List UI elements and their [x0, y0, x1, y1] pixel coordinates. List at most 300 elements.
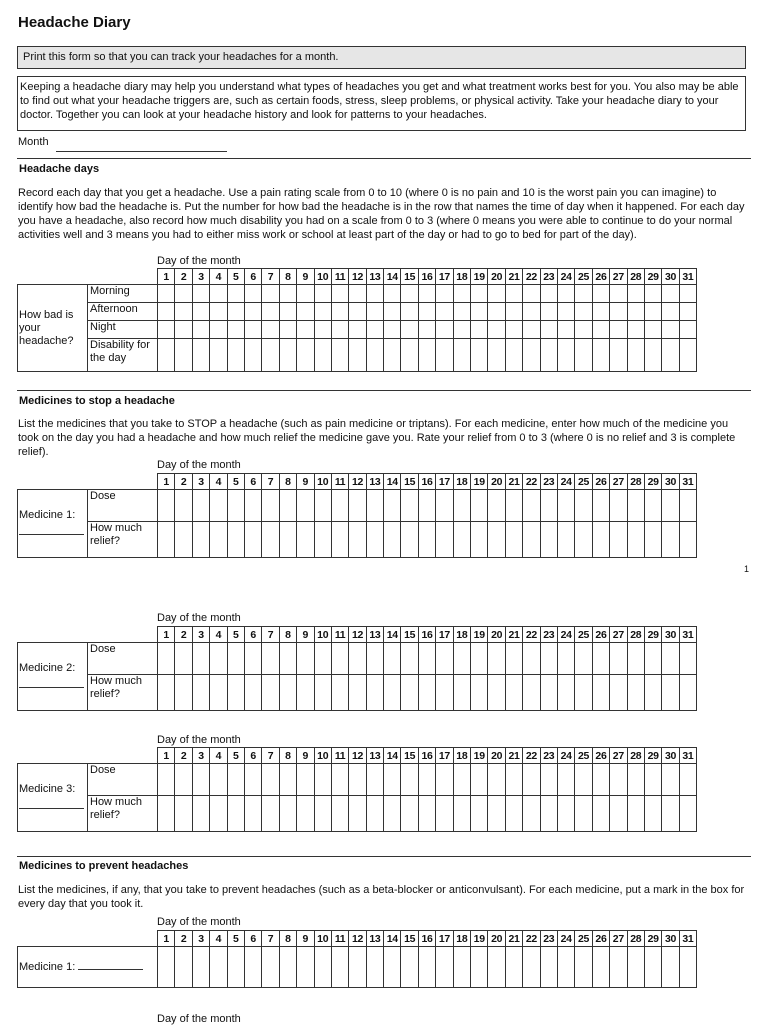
entry-cell[interactable] [210, 303, 227, 321]
entry-cell[interactable] [331, 490, 348, 522]
entry-cell[interactable] [210, 947, 227, 988]
entry-cell[interactable] [557, 339, 574, 372]
entry-cell[interactable] [540, 285, 557, 303]
entry-cell[interactable] [592, 285, 609, 303]
entry-cell[interactable] [557, 303, 574, 321]
entry-cell[interactable] [227, 339, 244, 372]
entry-cell[interactable] [557, 643, 574, 675]
entry-cell[interactable] [349, 285, 366, 303]
entry-cell[interactable] [627, 947, 644, 988]
entry-cell[interactable] [557, 675, 574, 711]
entry-cell[interactable] [366, 303, 383, 321]
entry-cell[interactable] [418, 675, 435, 711]
entry-cell[interactable] [575, 764, 592, 796]
entry-cell[interactable] [523, 285, 540, 303]
entry-cell[interactable] [262, 796, 279, 832]
entry-cell[interactable] [262, 947, 279, 988]
entry-cell[interactable] [175, 675, 192, 711]
entry-cell[interactable] [644, 490, 661, 522]
entry-cell[interactable] [314, 285, 331, 303]
entry-cell[interactable] [557, 285, 574, 303]
entry-cell[interactable] [297, 675, 314, 711]
entry-cell[interactable] [418, 796, 435, 832]
entry-cell[interactable] [505, 764, 522, 796]
entry-cell[interactable] [436, 321, 453, 339]
entry-cell[interactable] [192, 522, 209, 558]
entry-cell[interactable] [418, 947, 435, 988]
entry-cell[interactable] [158, 321, 175, 339]
entry-cell[interactable] [627, 285, 644, 303]
entry-cell[interactable] [662, 796, 679, 832]
entry-cell[interactable] [644, 764, 661, 796]
entry-cell[interactable] [192, 285, 209, 303]
entry-cell[interactable] [488, 339, 505, 372]
entry-cell[interactable] [610, 764, 627, 796]
entry-cell[interactable] [384, 947, 401, 988]
entry-cell[interactable] [662, 303, 679, 321]
entry-cell[interactable] [488, 764, 505, 796]
entry-cell[interactable] [679, 339, 696, 372]
entry-cell[interactable] [418, 764, 435, 796]
entry-cell[interactable] [610, 947, 627, 988]
entry-cell[interactable] [505, 675, 522, 711]
entry-cell[interactable] [662, 522, 679, 558]
entry-cell[interactable] [297, 321, 314, 339]
entry-cell[interactable] [192, 321, 209, 339]
entry-cell[interactable] [540, 321, 557, 339]
entry-cell[interactable] [175, 339, 192, 372]
entry-cell[interactable] [644, 675, 661, 711]
entry-cell[interactable] [175, 321, 192, 339]
entry-cell[interactable] [401, 321, 418, 339]
entry-cell[interactable] [384, 303, 401, 321]
entry-cell[interactable] [453, 522, 470, 558]
entry-cell[interactable] [610, 643, 627, 675]
entry-cell[interactable] [453, 764, 470, 796]
entry-cell[interactable] [262, 285, 279, 303]
entry-cell[interactable] [644, 303, 661, 321]
entry-cell[interactable] [453, 285, 470, 303]
entry-cell[interactable] [366, 796, 383, 832]
entry-cell[interactable] [401, 764, 418, 796]
entry-cell[interactable] [192, 764, 209, 796]
entry-cell[interactable] [401, 490, 418, 522]
entry-cell[interactable] [227, 796, 244, 832]
entry-cell[interactable] [488, 947, 505, 988]
medicine-name-line[interactable] [78, 969, 143, 970]
entry-cell[interactable] [488, 321, 505, 339]
entry-cell[interactable] [557, 947, 574, 988]
entry-cell[interactable] [453, 643, 470, 675]
entry-cell[interactable] [488, 643, 505, 675]
entry-cell[interactable] [279, 490, 296, 522]
entry-cell[interactable] [331, 643, 348, 675]
entry-cell[interactable] [366, 321, 383, 339]
entry-cell[interactable] [279, 675, 296, 711]
entry-cell[interactable] [436, 490, 453, 522]
entry-cell[interactable] [384, 675, 401, 711]
entry-cell[interactable] [540, 947, 557, 988]
entry-cell[interactable] [279, 643, 296, 675]
entry-cell[interactable] [384, 796, 401, 832]
entry-cell[interactable] [262, 339, 279, 372]
entry-cell[interactable] [366, 339, 383, 372]
entry-cell[interactable] [244, 764, 261, 796]
entry-cell[interactable] [210, 796, 227, 832]
entry-cell[interactable] [244, 522, 261, 558]
entry-cell[interactable] [279, 796, 296, 832]
entry-cell[interactable] [471, 643, 488, 675]
entry-cell[interactable] [262, 522, 279, 558]
entry-cell[interactable] [592, 796, 609, 832]
entry-cell[interactable] [314, 643, 331, 675]
entry-cell[interactable] [158, 303, 175, 321]
entry-cell[interactable] [175, 796, 192, 832]
entry-cell[interactable] [297, 947, 314, 988]
entry-cell[interactable] [557, 321, 574, 339]
medicine-name-line[interactable] [19, 808, 84, 809]
entry-cell[interactable] [575, 490, 592, 522]
entry-cell[interactable] [523, 321, 540, 339]
entry-cell[interactable] [192, 947, 209, 988]
entry-cell[interactable] [627, 339, 644, 372]
entry-cell[interactable] [662, 675, 679, 711]
entry-cell[interactable] [279, 764, 296, 796]
entry-cell[interactable] [679, 796, 696, 832]
entry-cell[interactable] [540, 764, 557, 796]
entry-cell[interactable] [592, 947, 609, 988]
entry-cell[interactable] [331, 522, 348, 558]
entry-cell[interactable] [314, 339, 331, 372]
entry-cell[interactable] [505, 522, 522, 558]
entry-cell[interactable] [610, 285, 627, 303]
entry-cell[interactable] [662, 321, 679, 339]
entry-cell[interactable] [575, 303, 592, 321]
entry-cell[interactable] [210, 285, 227, 303]
entry-cell[interactable] [627, 643, 644, 675]
entry-cell[interactable] [592, 643, 609, 675]
entry-cell[interactable] [471, 339, 488, 372]
entry-cell[interactable] [505, 490, 522, 522]
entry-cell[interactable] [436, 522, 453, 558]
entry-cell[interactable] [175, 947, 192, 988]
entry-cell[interactable] [644, 321, 661, 339]
entry-cell[interactable] [314, 522, 331, 558]
entry-cell[interactable] [244, 339, 261, 372]
entry-cell[interactable] [244, 303, 261, 321]
entry-cell[interactable] [384, 490, 401, 522]
entry-cell[interactable] [158, 675, 175, 711]
entry-cell[interactable] [210, 339, 227, 372]
entry-cell[interactable] [523, 522, 540, 558]
entry-cell[interactable] [575, 321, 592, 339]
entry-cell[interactable] [627, 764, 644, 796]
entry-cell[interactable] [523, 303, 540, 321]
entry-cell[interactable] [540, 675, 557, 711]
entry-cell[interactable] [401, 796, 418, 832]
entry-cell[interactable] [523, 339, 540, 372]
entry-cell[interactable] [540, 796, 557, 832]
entry-cell[interactable] [297, 522, 314, 558]
entry-cell[interactable] [366, 764, 383, 796]
entry-cell[interactable] [349, 675, 366, 711]
entry-cell[interactable] [453, 490, 470, 522]
entry-cell[interactable] [471, 522, 488, 558]
entry-cell[interactable] [644, 522, 661, 558]
entry-cell[interactable] [227, 675, 244, 711]
entry-cell[interactable] [418, 303, 435, 321]
entry-cell[interactable] [192, 339, 209, 372]
entry-cell[interactable] [192, 675, 209, 711]
entry-cell[interactable] [523, 764, 540, 796]
entry-cell[interactable] [349, 796, 366, 832]
entry-cell[interactable] [523, 796, 540, 832]
entry-cell[interactable] [175, 522, 192, 558]
entry-cell[interactable] [244, 490, 261, 522]
entry-cell[interactable] [366, 947, 383, 988]
entry-cell[interactable] [540, 490, 557, 522]
entry-cell[interactable] [297, 764, 314, 796]
entry-cell[interactable] [331, 764, 348, 796]
entry-cell[interactable] [471, 947, 488, 988]
entry-cell[interactable] [610, 675, 627, 711]
entry-cell[interactable] [297, 339, 314, 372]
entry-cell[interactable] [158, 643, 175, 675]
entry-cell[interactable] [244, 675, 261, 711]
entry-cell[interactable] [244, 321, 261, 339]
entry-cell[interactable] [453, 303, 470, 321]
entry-cell[interactable] [192, 490, 209, 522]
entry-cell[interactable] [662, 339, 679, 372]
entry-cell[interactable] [679, 643, 696, 675]
entry-cell[interactable] [401, 303, 418, 321]
entry-cell[interactable] [297, 303, 314, 321]
entry-cell[interactable] [436, 675, 453, 711]
entry-cell[interactable] [227, 947, 244, 988]
entry-cell[interactable] [158, 490, 175, 522]
entry-cell[interactable] [331, 339, 348, 372]
entry-cell[interactable] [227, 490, 244, 522]
entry-cell[interactable] [262, 303, 279, 321]
entry-cell[interactable] [662, 764, 679, 796]
entry-cell[interactable] [158, 796, 175, 832]
entry-cell[interactable] [244, 285, 261, 303]
entry-cell[interactable] [610, 303, 627, 321]
entry-cell[interactable] [505, 321, 522, 339]
entry-cell[interactable] [644, 947, 661, 988]
entry-cell[interactable] [227, 643, 244, 675]
entry-cell[interactable] [349, 339, 366, 372]
entry-cell[interactable] [227, 764, 244, 796]
entry-cell[interactable] [349, 947, 366, 988]
entry-cell[interactable] [662, 947, 679, 988]
entry-cell[interactable] [557, 522, 574, 558]
entry-cell[interactable] [575, 522, 592, 558]
entry-cell[interactable] [540, 522, 557, 558]
entry-cell[interactable] [557, 796, 574, 832]
entry-cell[interactable] [644, 796, 661, 832]
entry-cell[interactable] [523, 675, 540, 711]
entry-cell[interactable] [262, 764, 279, 796]
entry-cell[interactable] [244, 643, 261, 675]
medicine-name-line[interactable] [19, 687, 84, 688]
entry-cell[interactable] [401, 285, 418, 303]
entry-cell[interactable] [471, 321, 488, 339]
entry-cell[interactable] [610, 490, 627, 522]
entry-cell[interactable] [505, 303, 522, 321]
entry-cell[interactable] [314, 947, 331, 988]
entry-cell[interactable] [523, 490, 540, 522]
entry-cell[interactable] [401, 675, 418, 711]
entry-cell[interactable] [453, 947, 470, 988]
entry-cell[interactable] [401, 947, 418, 988]
entry-cell[interactable] [331, 796, 348, 832]
entry-cell[interactable] [331, 303, 348, 321]
entry-cell[interactable] [471, 285, 488, 303]
entry-cell[interactable] [488, 285, 505, 303]
entry-cell[interactable] [488, 303, 505, 321]
entry-cell[interactable] [418, 643, 435, 675]
entry-cell[interactable] [418, 490, 435, 522]
entry-cell[interactable] [262, 675, 279, 711]
entry-cell[interactable] [453, 339, 470, 372]
entry-cell[interactable] [401, 643, 418, 675]
entry-cell[interactable] [192, 303, 209, 321]
entry-cell[interactable] [366, 490, 383, 522]
entry-cell[interactable] [384, 285, 401, 303]
entry-cell[interactable] [279, 947, 296, 988]
entry-cell[interactable] [384, 764, 401, 796]
entry-cell[interactable] [227, 522, 244, 558]
entry-cell[interactable] [662, 643, 679, 675]
entry-cell[interactable] [540, 303, 557, 321]
entry-cell[interactable] [592, 764, 609, 796]
entry-cell[interactable] [436, 764, 453, 796]
entry-cell[interactable] [418, 285, 435, 303]
entry-cell[interactable] [244, 796, 261, 832]
entry-cell[interactable] [384, 522, 401, 558]
entry-cell[interactable] [575, 947, 592, 988]
entry-cell[interactable] [210, 321, 227, 339]
entry-cell[interactable] [627, 675, 644, 711]
entry-cell[interactable] [210, 643, 227, 675]
entry-cell[interactable] [175, 764, 192, 796]
entry-cell[interactable] [192, 796, 209, 832]
entry-cell[interactable] [592, 490, 609, 522]
entry-cell[interactable] [644, 285, 661, 303]
entry-cell[interactable] [244, 947, 261, 988]
entry-cell[interactable] [471, 764, 488, 796]
entry-cell[interactable] [279, 285, 296, 303]
entry-cell[interactable] [349, 321, 366, 339]
entry-cell[interactable] [523, 947, 540, 988]
entry-cell[interactable] [627, 796, 644, 832]
entry-cell[interactable] [592, 321, 609, 339]
entry-cell[interactable] [453, 796, 470, 832]
entry-cell[interactable] [384, 643, 401, 675]
entry-cell[interactable] [279, 321, 296, 339]
entry-cell[interactable] [279, 303, 296, 321]
entry-cell[interactable] [610, 522, 627, 558]
entry-cell[interactable] [331, 285, 348, 303]
entry-cell[interactable] [279, 522, 296, 558]
entry-cell[interactable] [505, 947, 522, 988]
entry-cell[interactable] [627, 303, 644, 321]
entry-cell[interactable] [227, 321, 244, 339]
entry-cell[interactable] [627, 522, 644, 558]
entry-cell[interactable] [557, 764, 574, 796]
entry-cell[interactable] [436, 947, 453, 988]
entry-cell[interactable] [436, 303, 453, 321]
entry-cell[interactable] [158, 339, 175, 372]
entry-cell[interactable] [627, 321, 644, 339]
entry-cell[interactable] [488, 796, 505, 832]
entry-cell[interactable] [314, 303, 331, 321]
entry-cell[interactable] [158, 947, 175, 988]
entry-cell[interactable] [436, 643, 453, 675]
entry-cell[interactable] [314, 764, 331, 796]
entry-cell[interactable] [679, 764, 696, 796]
entry-cell[interactable] [227, 303, 244, 321]
entry-cell[interactable] [679, 947, 696, 988]
entry-cell[interactable] [592, 303, 609, 321]
entry-cell[interactable] [436, 285, 453, 303]
entry-cell[interactable] [331, 947, 348, 988]
entry-cell[interactable] [262, 490, 279, 522]
entry-cell[interactable] [262, 321, 279, 339]
entry-cell[interactable] [349, 643, 366, 675]
entry-cell[interactable] [297, 490, 314, 522]
entry-cell[interactable] [297, 796, 314, 832]
entry-cell[interactable] [453, 321, 470, 339]
entry-cell[interactable] [592, 675, 609, 711]
entry-cell[interactable] [471, 490, 488, 522]
entry-cell[interactable] [314, 321, 331, 339]
entry-cell[interactable] [471, 303, 488, 321]
entry-cell[interactable] [488, 490, 505, 522]
entry-cell[interactable] [505, 643, 522, 675]
entry-cell[interactable] [418, 339, 435, 372]
entry-cell[interactable] [384, 321, 401, 339]
entry-cell[interactable] [418, 522, 435, 558]
entry-cell[interactable] [262, 643, 279, 675]
entry-cell[interactable] [314, 490, 331, 522]
entry-cell[interactable] [471, 675, 488, 711]
entry-cell[interactable] [279, 339, 296, 372]
entry-cell[interactable] [471, 796, 488, 832]
entry-cell[interactable] [610, 339, 627, 372]
entry-cell[interactable] [575, 675, 592, 711]
entry-cell[interactable] [505, 339, 522, 372]
entry-cell[interactable] [349, 764, 366, 796]
entry-cell[interactable] [592, 522, 609, 558]
month-input-line[interactable] [56, 151, 227, 152]
entry-cell[interactable] [331, 675, 348, 711]
entry-cell[interactable] [210, 764, 227, 796]
medicine-name-line[interactable] [19, 534, 84, 535]
entry-cell[interactable] [679, 522, 696, 558]
entry-cell[interactable] [314, 796, 331, 832]
entry-cell[interactable] [175, 490, 192, 522]
entry-cell[interactable] [366, 285, 383, 303]
entry-cell[interactable] [366, 522, 383, 558]
entry-cell[interactable] [575, 285, 592, 303]
entry-cell[interactable] [662, 490, 679, 522]
entry-cell[interactable] [679, 321, 696, 339]
entry-cell[interactable] [644, 339, 661, 372]
entry-cell[interactable] [349, 490, 366, 522]
entry-cell[interactable] [575, 643, 592, 675]
